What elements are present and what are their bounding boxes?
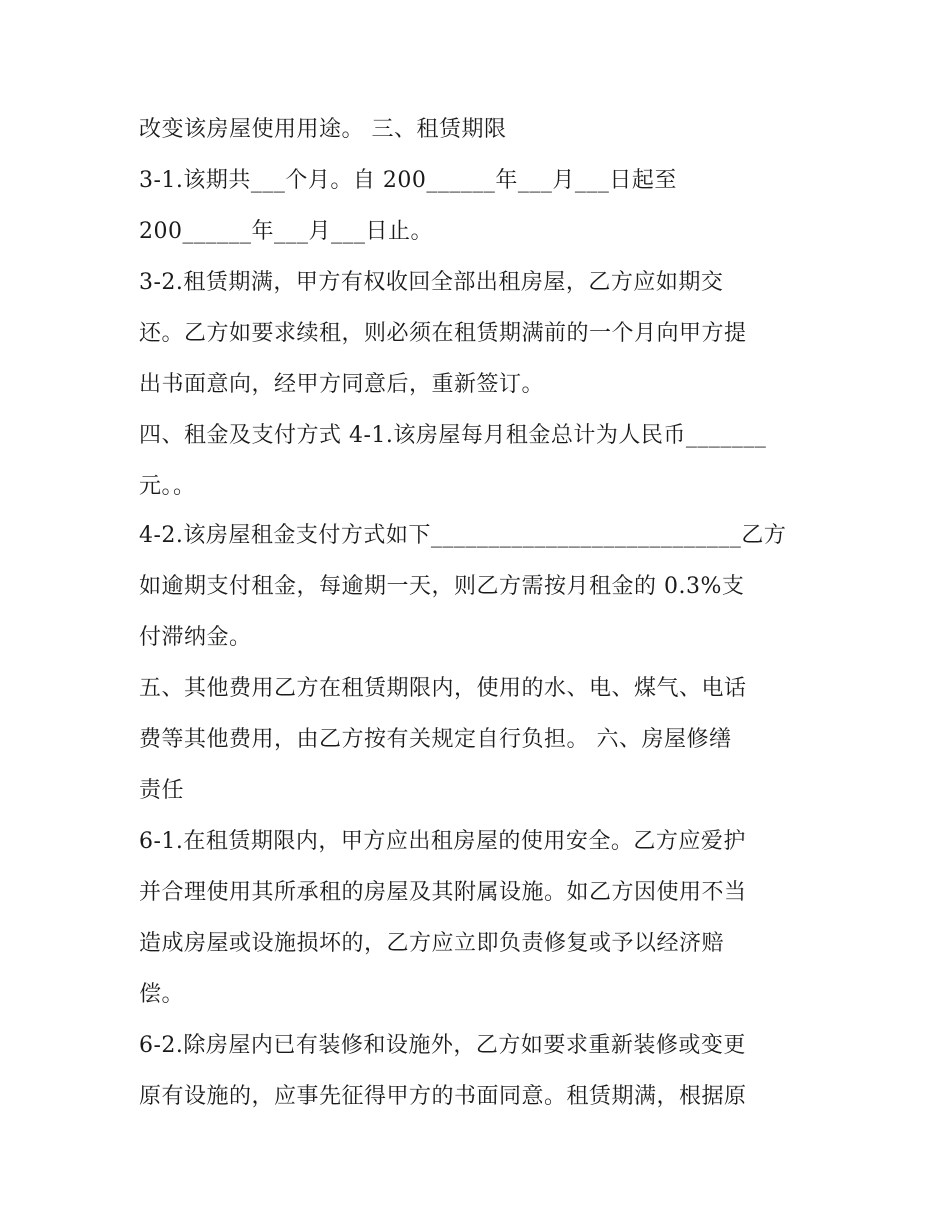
text-line: 责任 <box>139 778 185 803</box>
text-line: 造成房屋或设施损坏的，乙方应立即负责修复或予以经济赔 <box>139 931 725 956</box>
text-line: 如逾期支付租金，每逾期一天，则乙方需按月租金的 0.3%支 <box>139 574 745 599</box>
text-line: 费等其他费用，由乙方按有关规定自行负担。 六、房屋修缮 <box>139 727 732 752</box>
text-line: 6-1.在租赁期限内，甲方应出租房屋的使用安全。乙方应爱护 <box>139 829 746 854</box>
text-line: 3-1.该期共___个月。自 200______年___月___日起至 <box>139 168 677 193</box>
text-line: 3-2.租赁期满，甲方有权收回全部出租房屋，乙方应如期交 <box>139 270 724 295</box>
text-line: 改变该房屋使用用途。 三、租赁期限 <box>139 117 507 142</box>
text-line: 偿。 <box>139 982 185 1007</box>
text-line: 出书面意向，经甲方同意后，重新签订。 <box>139 372 545 397</box>
text-line: 原有设施的，应事先征得甲方的书面同意。租赁期满，根据原 <box>139 1084 747 1109</box>
text-line: 200______年___月___日止。 <box>139 219 433 244</box>
text-line: 6-2.除房屋内已有装修和设施外，乙方如要求重新装修或变更 <box>139 1033 746 1058</box>
text-line: 四、租金及支付方式 4-1.该房屋每月租金总计为人民币_______ <box>139 423 767 448</box>
text-line: 元。。 <box>139 474 196 499</box>
text-line: 付滞纳金。 <box>139 625 252 650</box>
text-line: 并合理使用其所承租的房屋及其附属设施。如乙方因使用不当 <box>139 880 747 905</box>
text-line: 五、其他费用乙方在租赁期限内，使用的水、电、煤气、电话 <box>139 676 747 701</box>
text-line: 还。乙方如要求续租，则必须在租赁期满前的一个月向甲方提 <box>139 321 747 346</box>
text-line: 4-2.该房屋租金支付方式如下___________________________乙方 <box>139 523 787 548</box>
